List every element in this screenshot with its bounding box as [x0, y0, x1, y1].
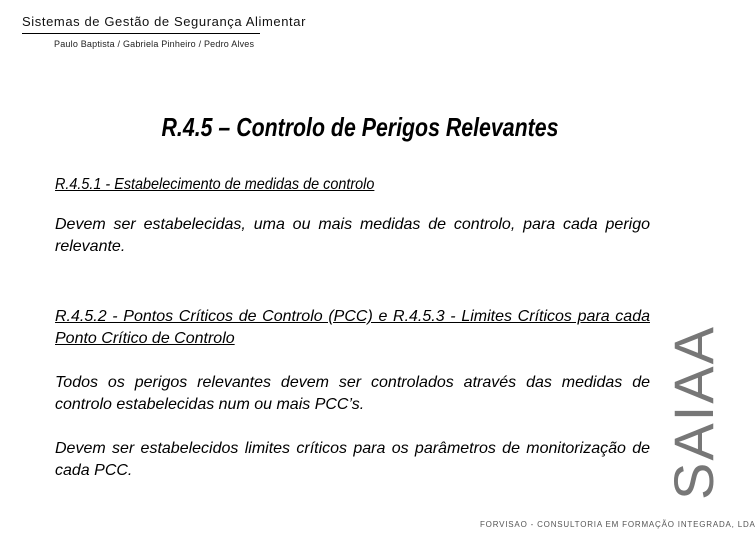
section-1-heading	[55, 176, 650, 194]
section-1-heading-text: R.4.5.1 - Estabelecimento de medidas de controlo	[55, 176, 375, 193]
section-2-paragraph-2	[55, 438, 650, 482]
section-1-text: Devem ser estabelecidas, uma ou mais medidas de controlo, para cada perigo relevante.	[55, 216, 650, 255]
section-2-heading	[55, 306, 650, 350]
section-2-text-2: Devem ser estabelecidos limites críticos para os parâmetros de monitorização de cada PCC.	[55, 440, 650, 479]
section-2-paragraph-1	[55, 372, 650, 416]
footer-company: FORVISAO - CONSULTORIA EM FORMAÇÃO INTEGRADA, LDA	[480, 520, 756, 529]
slide-header	[22, 14, 712, 49]
section-2-heading-text: R.4.5.2 - Pontos Críticos de Controlo (PCC) e R.4.5.3 - Limites Críticos para cada Ponto Crítico de Controlo	[55, 308, 650, 347]
section-2-text-1: Todos os perigos relevantes devem ser controlados através das medidas de controlo estabelecidas num ou mais PCC’s.	[55, 374, 650, 413]
header-authors: Paulo Baptista / Gabriela Pinheiro / Pedro Alves	[54, 39, 255, 49]
section-1-paragraph	[55, 214, 650, 258]
page-title: R.4.5 – Controlo de Perigos Relevantes	[161, 112, 559, 142]
header-title: Sistemas de Gestão de Segurança Alimentar	[22, 14, 260, 34]
saiaa-logo: SAIAA	[662, 325, 725, 500]
